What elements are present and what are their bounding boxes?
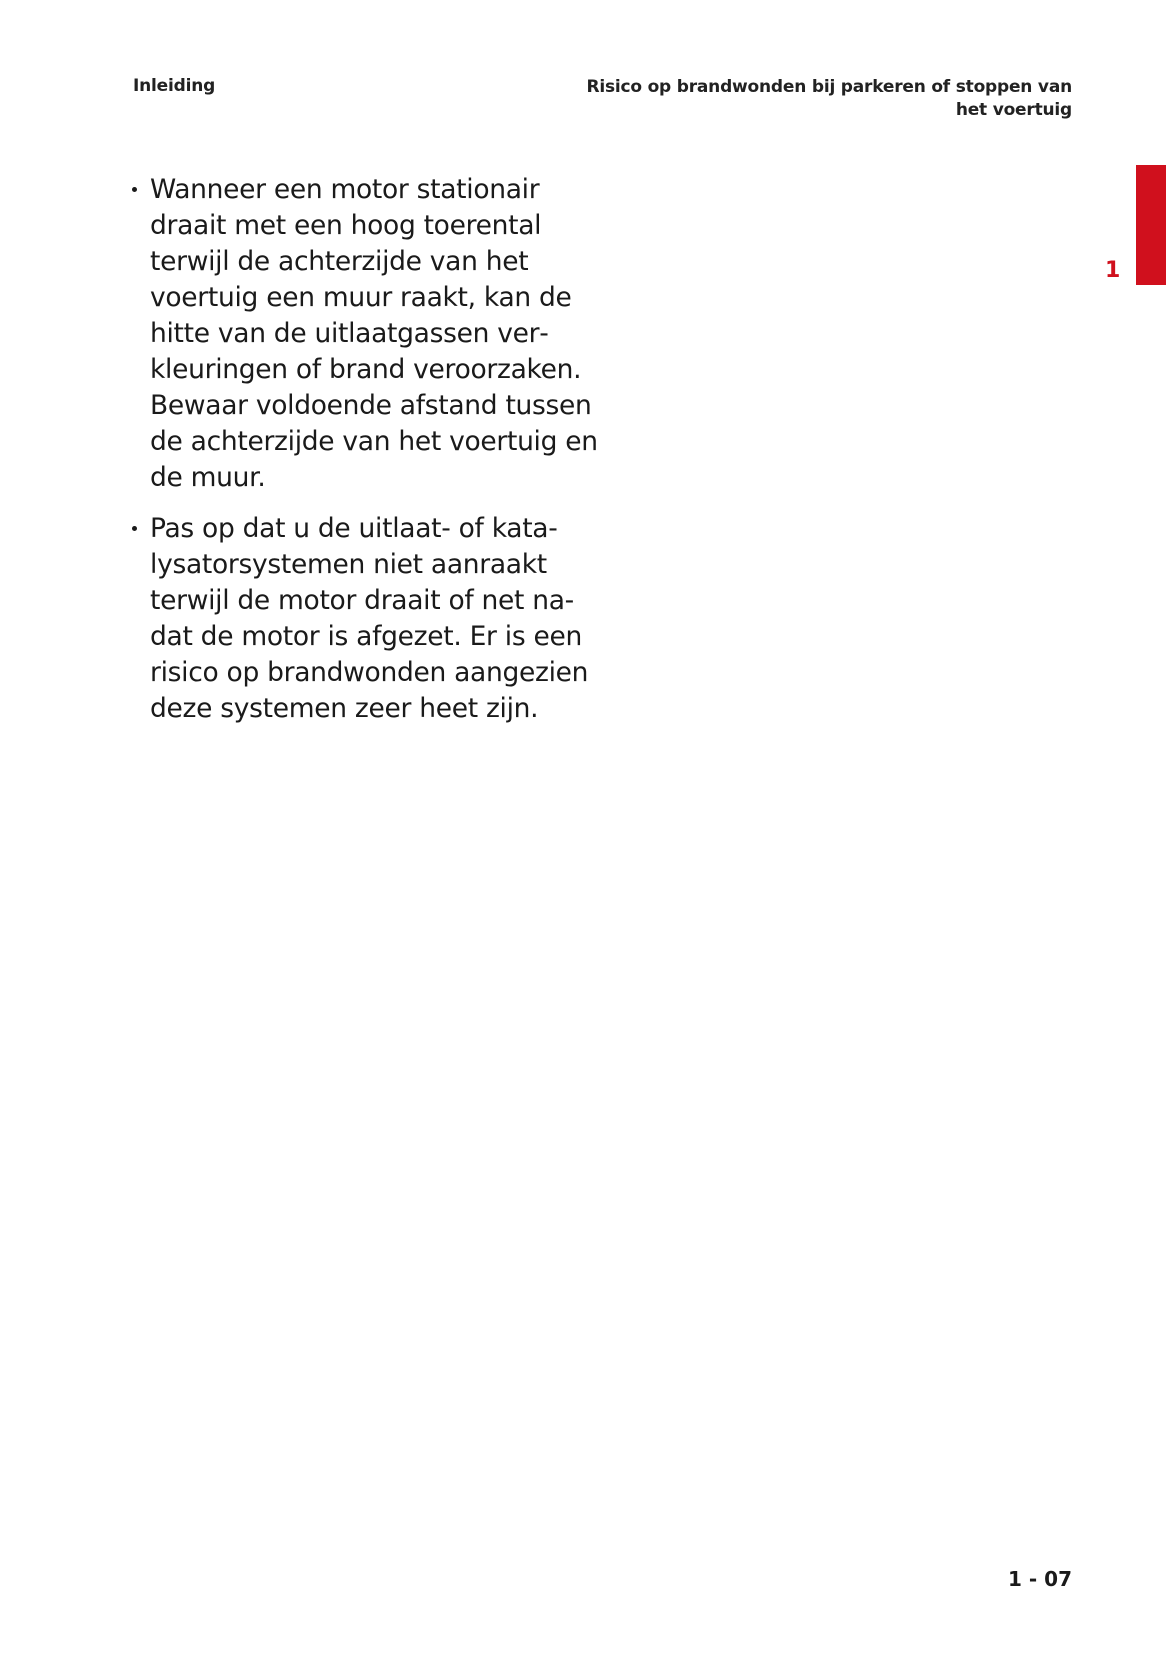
- bullet-icon: [132, 526, 137, 531]
- main-content: [131, 172, 601, 742]
- list-item: [131, 511, 601, 727]
- page-number: 1 - 07: [1008, 1567, 1072, 1591]
- warning-bullet-list: [131, 172, 601, 727]
- bullet-text: Wanneer een motor stationair draait met een hoog toerental terwijl de achterzijde van het voertuig een muur raakt, kan de hitte van de uitlaatgassen verkleuringen of brand veroorzaken. Bewaar voldoende afstand tussen de achterzijde van het voertuig en de muur.: [150, 174, 598, 493]
- bullet-icon: [132, 187, 137, 192]
- bullet-text: Pas op dat u de uitlaat- of katalysatorsystemen niet aanraakt terwijl de motor draait of net nadat de motor is afgezet. Er is een risico op brandwonden aangezien deze systemen zeer heet zijn.: [150, 513, 589, 724]
- chapter-tab-marker: [1136, 165, 1166, 285]
- running-header-section: Inleiding: [133, 76, 216, 96]
- running-header-title: Risico op brandwonden bij parkeren of stoppen van het voertuig: [586, 77, 1072, 120]
- list-item: [131, 172, 601, 496]
- chapter-number: 1: [1105, 258, 1121, 283]
